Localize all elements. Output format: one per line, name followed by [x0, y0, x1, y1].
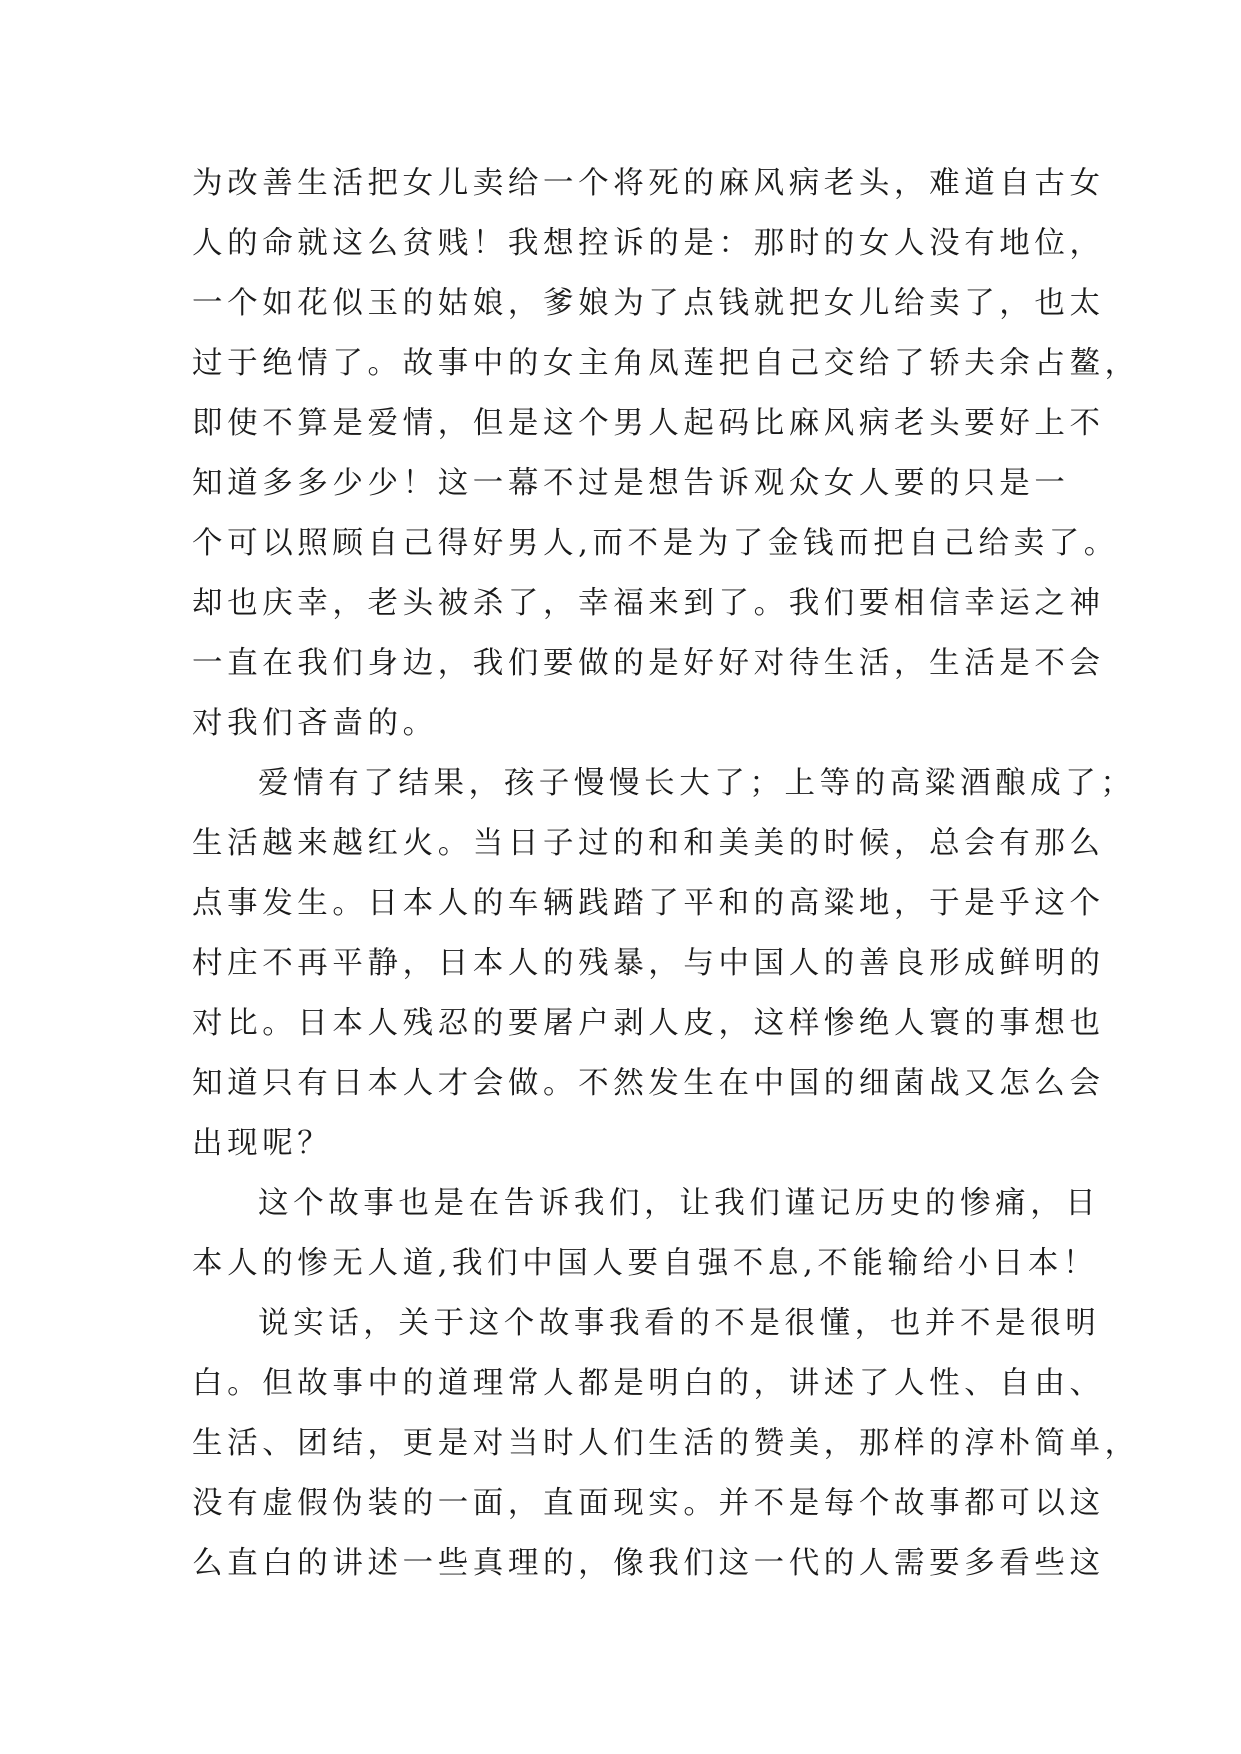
text-line: 过于绝情了。故事中的女主角凤莲把自己交给了轿夫余占鳌，	[192, 346, 1140, 381]
text-line: 个可以照顾自己得好男人,而不是为了金钱而把自己给卖了。	[192, 526, 1119, 561]
paragraph-2	[192, 754, 1136, 1174]
text-line: 出现呢？	[192, 1126, 333, 1161]
text-line: 本人的惨无人道,我们中国人要自强不息,不能输给小日本！	[192, 1246, 1099, 1281]
text-line: 点事发生。日本人的车辆践踏了平和的高粱地，于是乎这个	[192, 886, 1105, 921]
text-line: 村庄不再平静，日本人的残暴，与中国人的善良形成鲜明的	[192, 946, 1105, 981]
text-line: 说实话，关于这个故事我看的不是很懂，也并不是很明	[258, 1306, 1101, 1341]
text-line: 生活、团结，更是对当时人们生活的赞美，那样的淳朴简单，	[192, 1426, 1140, 1461]
text-line: 生活越来越红火。当日子过的和和美美的时候，总会有那么	[192, 826, 1105, 861]
text-line: 人的命就这么贫贱！我想控诉的是：那时的女人没有地位，	[192, 226, 1105, 261]
text-line: 即使不算是爱情，但是这个男人起码比麻风病老头要好上不	[192, 406, 1105, 441]
text-line: 没有虚假伪装的一面，直面现实。并不是每个故事都可以这	[192, 1486, 1105, 1521]
text-line: 白。但故事中的道理常人都是明白的，讲述了人性、自由、	[192, 1366, 1105, 1401]
paragraph-1	[192, 154, 1140, 754]
text-line: 知道只有日本人才会做。不然发生在中国的细菌战又怎么会	[192, 1066, 1105, 1101]
text-line: 知道多多少少！这一幕不过是想告诉观众女人要的只是一	[192, 466, 1070, 501]
text-line: 这个故事也是在告诉我们，让我们谨记历史的惨痛，日	[258, 1186, 1101, 1221]
text-line: 却也庆幸，老头被杀了，幸福来到了。我们要相信幸运之神	[192, 586, 1105, 621]
text-line: 对我们吝啬的。	[192, 706, 438, 741]
text-line: 一个如花似玉的姑娘，爹娘为了点钱就把女儿给卖了，也太	[192, 286, 1105, 321]
text-line: 对比。日本人残忍的要屠户剥人皮，这样惨绝人寰的事想也	[192, 1006, 1105, 1041]
text-line: 一直在我们身边，我们要做的是好好对待生活，生活是不会	[192, 646, 1105, 681]
paragraph-4	[192, 1294, 1140, 1594]
text-line: 爱情有了结果，孩子慢慢长大了；上等的高粱酒酿成了；	[258, 766, 1136, 801]
text-line: 为改善生活把女儿卖给一个将死的麻风病老头，难道自古女	[192, 166, 1105, 201]
text-line: 么直白的讲述一些真理的，像我们这一代的人需要多看些这	[192, 1546, 1105, 1581]
paragraph-3	[192, 1174, 1101, 1294]
document-body	[192, 154, 1140, 1594]
